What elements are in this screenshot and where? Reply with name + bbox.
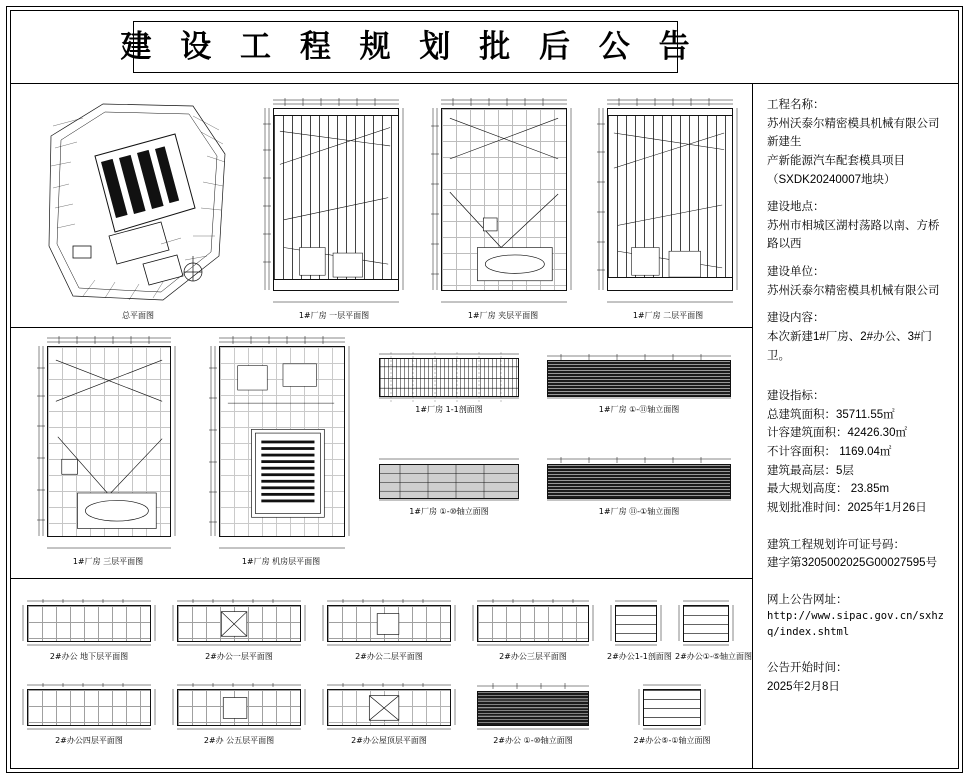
content-value: 本次新建1#厂房、2#办公、3#门卫。 (767, 330, 932, 362)
page-title: 建 设 工 程 规 划 批 后 公 告 (120, 28, 699, 65)
drawing-factory-floor-1 (259, 94, 409, 322)
office-roof-canvas (319, 681, 459, 734)
factory-floor-3-canvas (35, 334, 181, 555)
site-plan-canvas (43, 96, 233, 309)
project-name-label: 工程名称： (767, 99, 825, 111)
info-panel (753, 84, 958, 768)
drawing-factory-roof-machine (207, 334, 355, 568)
factory-floor-2-canvas (593, 94, 743, 309)
start-date-value: 2025年2月8日 (767, 680, 840, 693)
factory-floor-3-caption: 1#厂房 三层平面图 (72, 557, 144, 566)
factory-floor-1-caption: 1#厂房 一层平面图 (298, 311, 370, 320)
title-box (120, 21, 699, 73)
drawing-office-elev-5-1 (607, 681, 737, 747)
title-band (11, 11, 958, 84)
factory-roof-machine-canvas (207, 334, 355, 555)
office-basement-caption: 2#办公 地下层平面图 (49, 652, 129, 661)
office-elev-1-10-canvas (469, 681, 597, 734)
drawing-factory-mezzanine (429, 94, 577, 322)
office-floor-5-caption: 2#办 公五层平面图 (203, 736, 275, 745)
site-label: 建设地点： (767, 201, 825, 214)
spacer-3 (767, 300, 948, 309)
office-floor-2-canvas (319, 597, 459, 650)
announcement-sheet (6, 6, 963, 773)
spacer-5 (767, 518, 948, 536)
office-basement-canvas (19, 597, 159, 650)
office-section-1-1-canvas (607, 597, 665, 650)
drawing-factory-elev-1-10 (373, 454, 525, 518)
office-elev-1-10-caption: 2#办公 ①-⑩轴立面图 (493, 736, 573, 745)
project-name-value-line2: 产新能源汽车配套模具项目 (767, 154, 905, 167)
project-name-value-line3: （SXDK20240007地块） (767, 173, 896, 186)
site-value: 苏州市相城区湖村荡路以南、方桥路以西 (767, 219, 940, 251)
office-floor-1-canvas (169, 597, 309, 650)
factory-elev-11-1-caption: 1#厂房 ⑪-①轴立面图 (598, 507, 680, 516)
factory-elev-1-11-canvas (541, 352, 737, 403)
drawing-office-floor-3 (469, 597, 597, 663)
permit-label: 建筑工程规划许可证号码： (767, 538, 905, 551)
drawing-office-floor-5 (169, 681, 309, 747)
factory-elev-1-10-caption: 1#厂房 ①-⑩轴立面图 (409, 507, 489, 516)
site-plan-svg (43, 96, 233, 309)
office-floor-3-canvas (469, 597, 597, 650)
spacer-7 (767, 641, 948, 659)
drawing-row-1 (11, 84, 752, 328)
spacer-6 (767, 573, 948, 591)
drawing-office-section-1-1 (607, 597, 672, 663)
metrics-label: 建设指标： (767, 390, 825, 403)
sheet-inner-frame (10, 10, 959, 769)
drawing-factory-elev-1-11 (541, 352, 737, 416)
site-plan-caption: 总平面图 (122, 311, 154, 320)
website-label: 网上公告网址： (767, 593, 848, 606)
spacer-4 (767, 365, 948, 387)
office-floor-5-canvas (169, 681, 309, 734)
drawing-office-elev-1-5 (675, 597, 753, 663)
metric-far-area: 计容建筑面积：42426.30㎡ (767, 427, 907, 440)
drawing-factory-elev-11-1 (541, 454, 737, 518)
metric-nonfar-area: 不计容面积： 1169.04㎡ (767, 446, 892, 458)
factory-mezzanine-canvas (429, 94, 577, 309)
factory-elev-11-1-canvas (541, 454, 737, 505)
office-floor-4-caption: 2#办公四层平面图 (55, 736, 123, 745)
drawings-area (11, 84, 753, 768)
drawing-office-roof (319, 681, 459, 747)
content-label: 建设内容： (767, 312, 825, 325)
drawing-office-basement (19, 597, 159, 663)
drawing-row-3 (11, 579, 752, 768)
office-elev-5-1-canvas (607, 681, 737, 734)
project-name-value-line1: 苏州沃泰尔精密模具机械有限公司新建生 (767, 117, 940, 149)
drawing-office-floor-4 (19, 681, 159, 747)
factory-roof-machine-caption: 1#厂房 机房层平面图 (241, 557, 321, 566)
factory-section-1-1-caption: 1#厂房 1-1剖面图 (415, 405, 483, 414)
website-url[interactable]: http://www.sipac.gov.cn/sxhzq/index.shtml (767, 610, 945, 639)
metric-max-floors: 建筑最高层：5层 (767, 464, 854, 477)
drawing-factory-floor-2 (593, 94, 743, 322)
metric-total-area: 总建筑面积：35711.55㎡ (767, 408, 895, 421)
factory-floor-2-caption: 1#厂房 二层平面图 (632, 311, 704, 320)
drawing-office-floor-1 (169, 597, 309, 663)
unit-label: 建设单位： (767, 266, 825, 278)
metric-approval-date: 规划批准时间：2025年1月26日 (767, 501, 927, 514)
drawing-factory-section-1-1 (373, 352, 525, 416)
factory-elev-1-10-canvas (373, 454, 525, 505)
spacer-1 (767, 189, 948, 198)
drawing-site-plan (43, 96, 233, 322)
factory-mezzanine-caption: 1#厂房 夹层平面图 (467, 311, 539, 320)
office-floor-3-caption: 2#办公三层平面图 (499, 652, 567, 661)
drawing-office-elev-1-10 (469, 681, 597, 747)
office-floor-2-caption: 2#办公二层平面图 (355, 652, 423, 661)
sheet-body (11, 84, 958, 768)
drawing-row-2 (11, 328, 752, 579)
office-section-1-1-caption: 2#办公1-1剖面图 (607, 652, 672, 661)
permit-value: 建字第3205002025G00027595号 (767, 557, 938, 570)
spacer-2 (767, 254, 948, 263)
factory-elev-1-11-caption: 1#厂房 ①-⑪轴立面图 (598, 405, 680, 414)
drawing-office-floor-2 (319, 597, 459, 663)
office-floor-4-canvas (19, 681, 159, 734)
office-floor-1-caption: 2#办公一层平面图 (205, 652, 273, 661)
office-elev-5-1-caption: 2#办公⑤-①轴立面图 (633, 736, 711, 745)
unit-value: 苏州沃泰尔精密模具机械有限公司 (767, 284, 940, 297)
factory-section-1-1-canvas (373, 352, 525, 403)
start-date-label: 公告开始时间： (767, 661, 848, 674)
factory-floor-1-canvas (259, 94, 409, 309)
office-roof-caption: 2#办公屋顶层平面图 (351, 736, 427, 745)
office-elev-1-5-caption: 2#办公①-⑤轴立面图 (675, 652, 753, 661)
metric-max-height: 最大规划高度： 23.85m (767, 483, 890, 496)
office-elev-1-5-canvas (675, 597, 737, 650)
drawing-factory-floor-3 (35, 334, 181, 568)
